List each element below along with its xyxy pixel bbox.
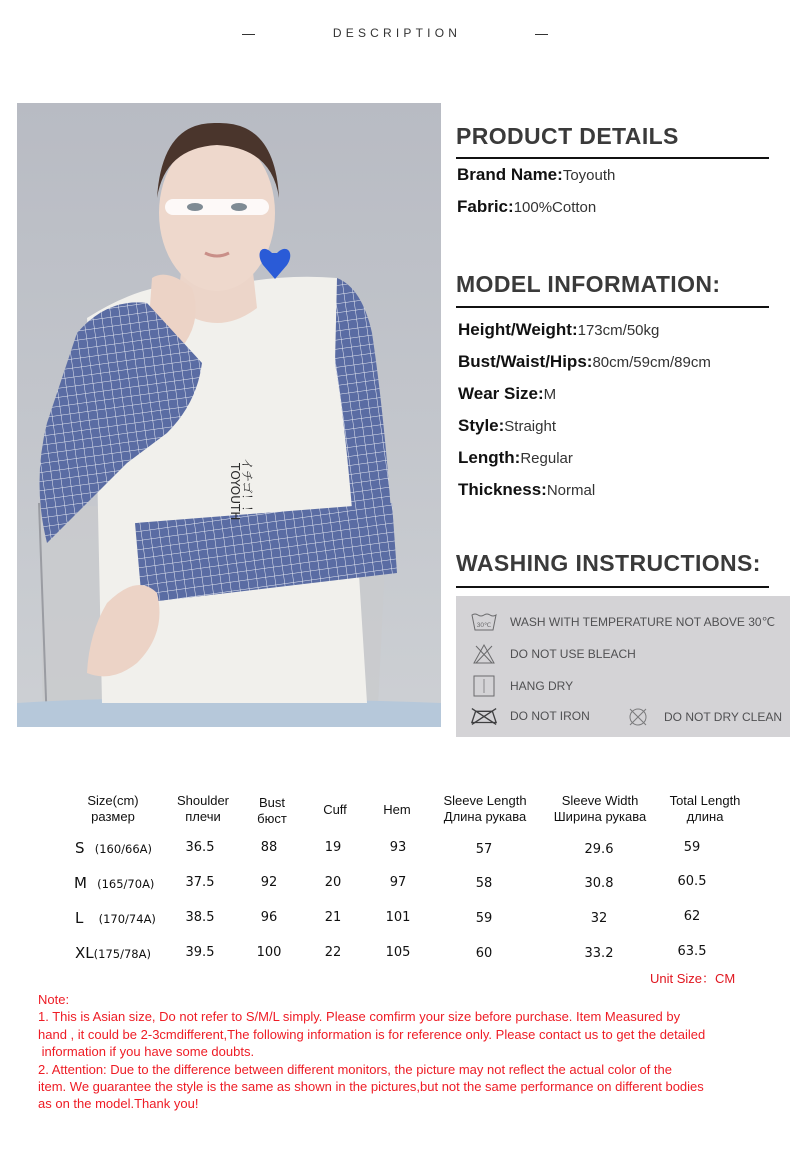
cell-bust: 100 xyxy=(256,945,282,960)
cell-sleeve-length: 59 xyxy=(475,911,493,926)
shirt-print-japanese: イチゴ！！ xyxy=(240,458,254,518)
cell-bust: 88 xyxy=(260,840,278,855)
cell-cuff: 20 xyxy=(324,875,342,890)
cell-sleeve-length: 60 xyxy=(475,946,493,961)
model-information-heading: MODEL INFORMATION: xyxy=(456,271,721,297)
cell-total-length: 63.5 xyxy=(677,944,707,959)
wash-row-no-iron: DO NOT IRON xyxy=(470,705,590,727)
model-wear-size: Wear Size:M xyxy=(458,384,557,403)
cell-hem: 93 xyxy=(389,840,407,855)
header-hem: Hem xyxy=(383,802,411,817)
size-note xyxy=(38,991,758,1113)
wash-30-icon xyxy=(470,611,498,633)
note-line: item. We guarantee the style is the same as shown in the pictures,but not the same performance on different bodies xyxy=(38,1079,704,1095)
model-height-weight: Height/Weight:173cm/50kg xyxy=(458,320,660,339)
header-size: Size(cm) размер xyxy=(87,793,139,824)
washing-instructions-heading: WASHING INSTRUCTIONS: xyxy=(456,550,761,576)
note-line: 2. Attention: Due to the difference between different monitors, the picture may not reflect the actual color of the xyxy=(38,1061,673,1077)
cell-sleeve-length: 57 xyxy=(475,842,493,857)
note-title: Note: xyxy=(38,992,70,1007)
cell-cuff: 21 xyxy=(324,910,342,925)
size-cell-s: S (160/66A) xyxy=(75,839,153,857)
wash-row-hang-dry: HANG DRY xyxy=(470,675,573,697)
cell-bust: 96 xyxy=(260,910,278,925)
cell-shoulder: 36.5 xyxy=(185,840,215,855)
wash-row-no-bleach: DO NOT USE BLEACH xyxy=(470,643,636,665)
cell-total-length: 62 xyxy=(683,909,701,924)
size-cell-m: M (165/70A) xyxy=(74,874,155,892)
no-dry-clean-icon xyxy=(624,706,652,728)
cell-shoulder: 39.5 xyxy=(185,945,215,960)
description-header xyxy=(0,24,790,46)
description-title: DESCRIPTION xyxy=(332,26,462,40)
wash-row-temperature: 30℃ WASH WITH TEMPERATURE NOT ABOVE 30℃ xyxy=(470,611,775,633)
hang-dry-icon xyxy=(470,675,498,697)
cell-cuff: 22 xyxy=(324,945,342,960)
divider-dash-right xyxy=(535,34,548,35)
model-style: Style:Straight xyxy=(458,416,556,435)
header-cuff: Cuff xyxy=(323,802,347,817)
note-line: hand , it could be 2-3cmdifferent,The following information is for reference only. Please contact us to get the detailed xyxy=(38,1026,706,1042)
shirt-print-toyouth: TOYOUTH xyxy=(228,463,242,521)
washing-panel xyxy=(456,596,790,737)
cell-shoulder: 38.5 xyxy=(185,910,215,925)
washing-instructions-section xyxy=(456,549,769,588)
cell-sleeve-width: 32 xyxy=(590,911,608,926)
size-cell-xl: XL(175/78A) xyxy=(75,944,151,962)
size-cell-l: L (170/74A) xyxy=(75,909,156,927)
cell-sleeve-width: 30.8 xyxy=(584,876,614,891)
model-length: Length:Regular xyxy=(458,448,573,467)
header-sleeve-length: Sleeve Length Длина рукава xyxy=(443,793,527,824)
product-photo xyxy=(17,103,441,727)
header-sleeve-width: Sleeve Width Ширина рукава xyxy=(553,793,647,824)
heading-rule xyxy=(456,157,769,159)
heading-rule xyxy=(456,306,769,308)
header-total-length: Total Length длина xyxy=(669,793,741,824)
no-bleach-icon xyxy=(470,643,498,665)
cell-hem: 97 xyxy=(389,875,407,890)
cell-sleeve-width: 33.2 xyxy=(584,946,614,961)
cell-hem: 101 xyxy=(385,910,411,925)
unit-size-label: Unit Size：CM xyxy=(650,971,736,986)
cell-sleeve-width: 29.6 xyxy=(584,842,614,857)
cell-total-length: 59 xyxy=(683,840,701,855)
wash-row-no-dry-clean: DO NOT DRY CLEAN xyxy=(624,706,782,728)
cell-total-length: 60.5 xyxy=(677,874,707,889)
cell-cuff: 19 xyxy=(324,840,342,855)
cell-shoulder: 37.5 xyxy=(185,875,215,890)
note-line: as on the model.Thank you! xyxy=(38,1096,199,1112)
cell-hem: 105 xyxy=(385,945,411,960)
model-bust-waist-hips: Bust/Waist/Hips:80cm/59cm/89cm xyxy=(458,352,711,371)
detail-brand-name: Brand Name:Toyouth xyxy=(457,165,616,184)
model-information-section xyxy=(456,270,769,308)
no-iron-icon xyxy=(470,705,498,727)
model-thickness: Thickness:Normal xyxy=(458,480,596,499)
heading-rule xyxy=(456,586,769,588)
note-line: 1. This is Asian size, Do not refer to S/M/L simply. Please comfirm your size before purchase. Item Measured by xyxy=(38,1009,681,1025)
product-details-heading: PRODUCT DETAILS xyxy=(456,123,679,149)
header-shoulder: Shoulder плечи xyxy=(176,793,230,824)
note-line: information if you have some doubts. xyxy=(38,1044,255,1060)
svg-text:30℃: 30℃ xyxy=(476,622,492,629)
cell-bust: 92 xyxy=(260,875,278,890)
model-illustration xyxy=(17,103,441,727)
header-bust: Bust бюст xyxy=(257,795,287,826)
product-details-section xyxy=(456,122,769,159)
cell-sleeve-length: 58 xyxy=(475,876,493,891)
detail-fabric: Fabric:100%Cotton xyxy=(457,197,597,216)
